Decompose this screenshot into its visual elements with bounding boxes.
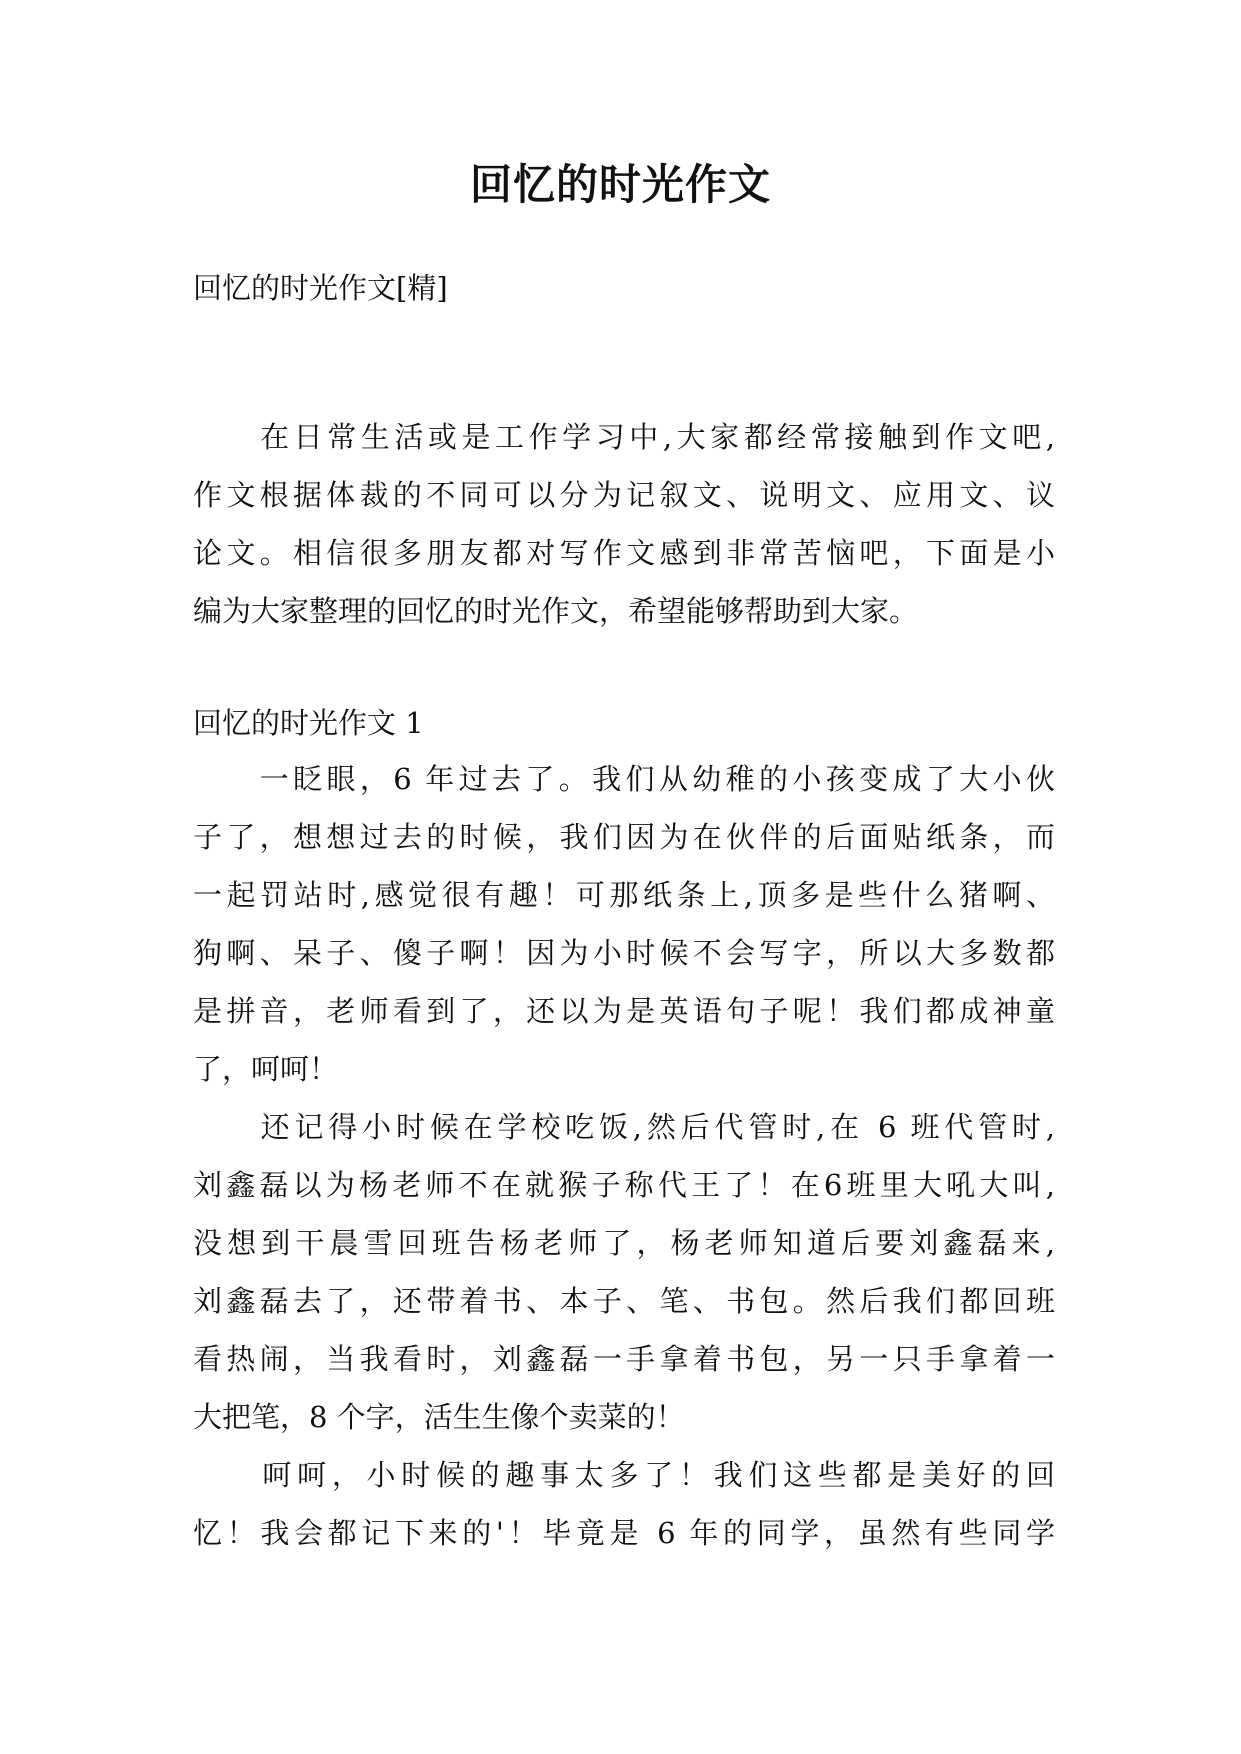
text-line: 一眨眼，6 年过去了。我们从幼稚的小孩变成了大小伙 (193, 762, 1055, 796)
text-line: 看热闹，当我看时，刘鑫磊一手拿着书包，另一只手拿着一 (193, 1342, 1055, 1376)
page-title: 回忆的时光作文 (469, 160, 771, 209)
document-subtitle: 回忆的时光作文[精] (193, 271, 448, 305)
text-line: 刘鑫磊以为杨老师不在就猴子称代王了！在6班里大吼大叫, (193, 1168, 1055, 1202)
text-line: 刘鑫磊去了，还带着书、本子、笔、书包。然后我们都回班 (193, 1284, 1055, 1318)
section-heading: 回忆的时光作文 1 (193, 706, 424, 740)
intro-paragraph (193, 408, 1055, 640)
text-line: 是拼音，老师看到了，还以为是英语句子呢！我们都成神童 (193, 994, 1055, 1028)
text-line: 作文根据体裁的不同可以分为记叙文、说明文、应用文、议 (193, 478, 1055, 512)
text-line: 编为大家整理的回忆的时光作文，希望能够帮助到大家。 (193, 594, 919, 628)
text-line: 大把笔，8 个字，活生生像个卖菜的！ (193, 1400, 685, 1434)
text-line: 呵呵，小时候的趣事太多了！我们这些都是美好的回 (193, 1458, 1055, 1492)
text-line: 没想到干晨雪回班告杨老师了，杨老师知道后要刘鑫磊来, (193, 1226, 1055, 1260)
text-line: 在日常生活或是工作学习中,大家都经常接触到作文吧, (193, 420, 1055, 454)
text-line: 子了，想想过去的时候，我们因为在伙伴的后面贴纸条，而 (193, 820, 1055, 854)
section-body (193, 750, 1055, 1562)
text-line: 狗啊、呆子、傻子啊！因为小时候不会写字，所以大多数都 (193, 936, 1055, 970)
text-line: 还记得小时候在学校吃饭,然后代管时,在 6 班代管时, (193, 1110, 1055, 1144)
text-line: 忆！我会都记下来的'！毕竟是 6 年的同学，虽然有些同学 (193, 1516, 1055, 1550)
text-line: 了，呵呵！ (193, 1052, 339, 1086)
text-line: 一起罚站时,感觉很有趣！可那纸条上,顶多是些什么猪啊、 (193, 878, 1055, 912)
text-line: 论文。相信很多朋友都对写作文感到非常苦恼吧，下面是小 (193, 536, 1055, 570)
